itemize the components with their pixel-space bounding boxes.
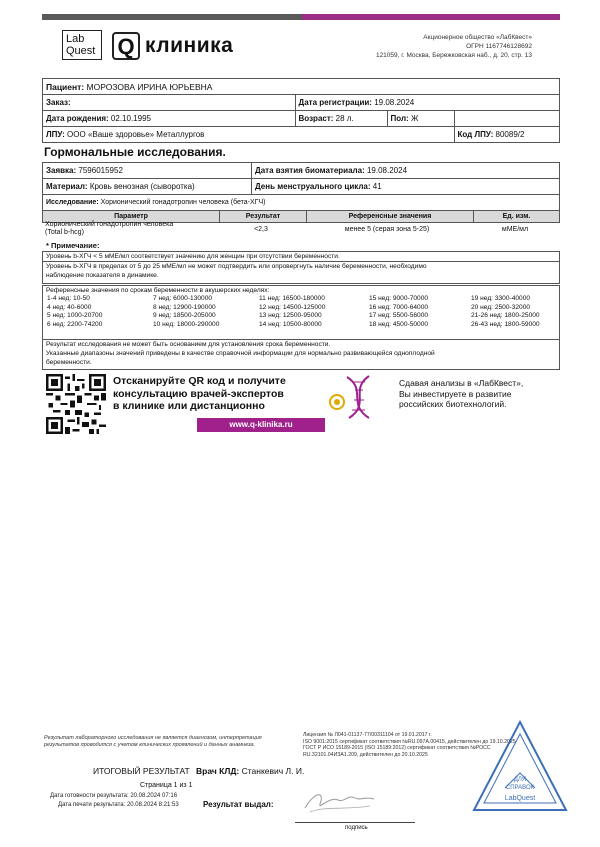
lpu-code-cell	[454, 127, 559, 143]
doctor-label: Врач КЛД:	[196, 766, 240, 776]
lpu-label: ЛПУ:	[46, 130, 65, 139]
top-bar-grey	[42, 14, 302, 20]
page-number: Страница 1 из 1	[140, 782, 193, 789]
promo-line: в клинике или дистанционно	[113, 400, 265, 412]
request-number: 7596015952	[78, 166, 123, 175]
reference-value: менее 5 (серая зона 5-25)	[344, 225, 430, 233]
note-text: Указанные диапазоны значений приведены в качестве справочной информации для нормально развивающейся одноплодной	[46, 350, 435, 357]
header-param: Параметр	[43, 211, 220, 223]
note-text: беременности.	[46, 359, 92, 366]
pregnancy-reference-block	[42, 285, 560, 340]
study-cell	[43, 195, 560, 211]
lpu-cell	[43, 127, 455, 143]
promo-line: Отсканируйте QR код и получите	[113, 375, 286, 387]
print-label: Дата печати результата:	[58, 802, 126, 808]
logo-lab-text: Lab	[66, 33, 85, 45]
note-label: * Примечание:	[46, 241, 100, 250]
stamp-text-1: ДЛЯ	[513, 777, 527, 783]
age-value: 28 л.	[335, 114, 354, 123]
ready-date-row	[50, 793, 177, 799]
stamp-text-2: СПРАВОК	[505, 785, 535, 791]
age-label: Возраст:	[298, 114, 334, 123]
study-value: Хорионический гонадотропин человека (бета-ХГЧ)	[100, 199, 266, 206]
patient-name: МОРОЗОВА ИРИНА ЮРЬЕВНА	[86, 81, 213, 92]
company-line: Акционерное общество «ЛабКвест»	[423, 34, 532, 41]
lab-stamp-icon	[470, 718, 570, 818]
grid-cell: 13 нед: 12500-95000	[259, 312, 322, 319]
sex-cell	[387, 111, 454, 127]
patient-table	[42, 78, 560, 143]
grid-row	[46, 304, 556, 313]
grid-cell: 5 нед: 1000-20700	[47, 312, 103, 319]
promo-line: российских биотехнологий.	[399, 399, 507, 409]
qr-promo-text	[113, 375, 313, 413]
reg-label: Дата регистрации:	[298, 98, 372, 107]
doctor-name: Станкевич Л. И.	[241, 766, 305, 776]
license-line: RU.32101.04ИЗА1.209, действителен до 20.10.2025	[303, 751, 428, 758]
signature-line	[295, 822, 415, 823]
company-info	[376, 33, 532, 60]
grid-row	[46, 321, 556, 330]
sex-label: Пол:	[390, 114, 409, 123]
grid-cell: 19 нед: 3300-40000	[471, 295, 531, 302]
header-reference: Референсные значения	[307, 211, 474, 223]
promo-line: консультацию врачей-экспертов	[113, 387, 284, 400]
request-label: Заявка:	[46, 166, 77, 175]
request-cell	[43, 163, 252, 179]
sex-value: Ж	[410, 114, 419, 123]
license-line: Лицензия № Л041-01137-77/00311104 от 19.01.2017 г.	[303, 732, 432, 738]
labquest-logo	[62, 30, 102, 60]
note-text: Уровень b-ХГЧ < 5 мМЕ/мл соответствует значению для женщин при отсутствии беременности.	[46, 253, 340, 260]
note-text: наблюдение показателя в динамике.	[46, 272, 159, 279]
result-value: <2,3	[254, 225, 268, 233]
signature-caption: подпись	[345, 825, 368, 831]
cycle-day: 41	[372, 182, 382, 191]
company-line: ОГРН 1167746128692	[466, 43, 532, 50]
section-title: Гормональные исследования.	[44, 145, 226, 159]
grid-cell: 14 нед: 10500-80000	[259, 320, 322, 328]
promo-line: Сдавая анализы в «ЛабКвест»,	[399, 378, 524, 388]
empty-cell	[454, 111, 559, 127]
qr-code-icon[interactable]	[46, 374, 106, 434]
param-code: (Total b-hcg)	[45, 229, 84, 236]
results-table	[42, 194, 560, 223]
cycle-cell	[252, 179, 560, 195]
disclaimer-line: Результат лабораторного исследования не является диагнозом, интерпретация	[44, 735, 262, 741]
reg-date: 19.08.2024	[374, 98, 415, 107]
biomat-cell	[252, 163, 560, 179]
dob-cell	[43, 111, 296, 127]
final-result-label: ИТОГОВЫЙ РЕЗУЛЬТАТ	[93, 766, 190, 776]
param-name: Хорионический гонадотропин человека	[45, 221, 174, 228]
q-klinika-logo-icon: Q	[112, 32, 140, 60]
note-2	[42, 262, 560, 284]
grid-cell: 15 нед: 9000-70000	[369, 295, 429, 302]
dna-icon	[327, 372, 383, 422]
grid-cell: 11 нед: 16500-180000	[259, 295, 325, 302]
request-table	[42, 162, 560, 195]
dob-value: 02.10.1995	[110, 114, 151, 123]
note-text: Уровень b-ХГЧ в пределах от 5 до 25 мМЕ/мл не может подтвердить или опровергнуть наличие беременности, необходимо	[46, 263, 427, 270]
stamp-text-3: LabQuest	[504, 795, 536, 802]
ready-date: 20.08.2024 07:16	[130, 793, 178, 799]
param-cell	[42, 220, 218, 238]
grid-cell: 17 нед: 5500-56000	[369, 312, 429, 319]
company-line: 121059, г. Москва, Бережковская наб., д. 20, стр. 13	[375, 52, 532, 59]
pregnancy-grid	[46, 295, 556, 329]
result-row	[42, 220, 560, 238]
study-label: Исследование:	[46, 199, 99, 206]
grid-cell: 26-43 нед: 1800-59000	[471, 320, 540, 328]
ready-label: Дата готовности результата:	[50, 793, 129, 799]
unit-value: мМЕ/мл	[501, 225, 529, 233]
note-3	[42, 340, 560, 370]
material-label: Материал:	[46, 182, 88, 191]
q-klinika-logo-text: клиника	[145, 34, 234, 57]
grid-cell: 1-4 нед: 10-50	[47, 295, 90, 302]
grid-cell: 8 нед: 12900-190000	[153, 303, 216, 311]
grid-cell: 4 нед: 40-6000	[47, 303, 92, 311]
order-cell	[43, 95, 296, 111]
grid-cell: 10 нед: 18000-290000	[153, 320, 220, 328]
issued-label: Результат выдал:	[203, 800, 274, 809]
license-line: ISO 9001:2015 сертификат соответствия №RU.097А.00415, действителен до 19.10.2025	[303, 738, 516, 745]
note-text: Результат исследования не может быть основанием для установления срока беременности.	[46, 341, 331, 348]
lpu-code-label: Код ЛПУ:	[457, 130, 494, 139]
grid-row	[46, 295, 556, 304]
grid-row	[46, 312, 556, 321]
print-date-row	[58, 802, 179, 808]
print-date: 20.08.2024 8:21:53	[126, 802, 179, 808]
header-result: Результат	[220, 211, 307, 223]
promo-line: Вы инвестируете в развитие	[399, 388, 512, 399]
grid-cell: 12 нед: 14500-125000	[259, 303, 326, 311]
license-line: ГОСТ Р ИСО 15189-2015 (ISO 15189:2012) сертификат соответствия №РОСС	[303, 745, 491, 751]
lpu-code-value: 80089/2	[495, 130, 525, 139]
logo-quest-text: Quest	[66, 45, 96, 57]
signature-icon	[300, 786, 380, 816]
grid-title: Референсные значения по срокам беременности в акушерских неделях:	[46, 287, 270, 294]
grid-cell: 16 нед: 7000-64000	[369, 303, 429, 311]
website-link[interactable]: www.q-klinika.ru	[197, 418, 325, 432]
patient-row	[43, 79, 560, 95]
order-label: Заказ:	[46, 98, 71, 107]
final-result-row	[93, 766, 304, 776]
disclaimer-line: результатов проводится с учетом клинических проявлений и данных анамнеза.	[44, 742, 256, 748]
grid-cell: 20 нед: 2500-32000	[471, 303, 531, 311]
grid-cell: 21-26 нед: 1800-25000	[471, 312, 540, 319]
reg-cell	[295, 95, 559, 111]
material-value: Кровь венозная (сыворотка)	[89, 182, 195, 191]
age-cell	[295, 111, 387, 127]
lpu-value: ООО «Ваше здоровье» Металлургов	[67, 130, 205, 139]
biomat-date: 19.08.2024	[366, 166, 408, 175]
header-unit: Ед. изм.	[474, 211, 560, 223]
material-cell	[43, 179, 252, 195]
grid-cell: 6 нед: 2200-74200	[47, 320, 103, 328]
grid-cell: 18 нед: 4500-50000	[369, 320, 429, 328]
grid-cell: 7 нед: 6000-130000	[153, 295, 213, 302]
cycle-label: День менструального цикла:	[255, 182, 371, 191]
grid-cell: 9 нед: 18500-205000	[153, 312, 216, 319]
invest-promo-text	[399, 378, 574, 410]
patient-label: Пациент:	[46, 81, 85, 92]
dob-label: Дата рождения:	[46, 114, 109, 123]
top-bar-purple	[302, 14, 560, 20]
disclaimer	[44, 735, 262, 749]
note-1	[42, 251, 560, 262]
biomat-date-label: Дата взятия биоматериала:	[255, 166, 365, 175]
